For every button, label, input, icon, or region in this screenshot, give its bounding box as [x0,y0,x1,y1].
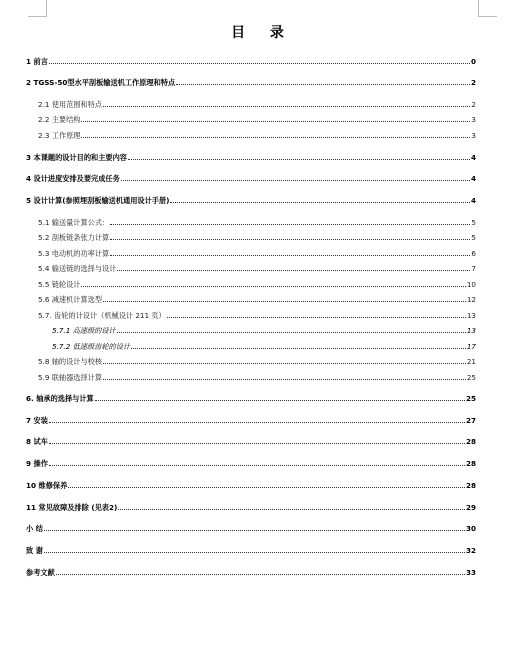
dot-leader [95,400,465,401]
dot-leader [49,63,470,64]
toc-entry[interactable] [26,78,476,87]
dot-leader [81,137,470,138]
dot-leader [103,379,466,380]
toc-entry-page: 5 [471,233,476,242]
toc-entry-page: 10 [466,280,476,289]
toc-entry-page: 21 [466,357,476,366]
toc-entry[interactable] [38,131,476,140]
toc-entry[interactable] [26,546,476,555]
dot-leader [118,509,465,510]
toc-entry-page: 28 [465,481,476,490]
toc-entry-page: 29 [465,503,476,512]
toc-entry-text: 5.3 电动机的功率计算 [38,249,110,258]
toc-entry-page: 6 [471,249,476,258]
toc-entry-text: 10 维修保养 [26,481,68,490]
toc-entry-text: 3 本课题的设计目的和主要内容 [26,153,127,162]
toc-entry-text: 7 安装 [26,416,48,425]
toc-entry-text: 5.8 轴的设计与校核 [38,357,103,366]
toc-entry-page: 17 [466,342,476,351]
toc-entry[interactable] [26,57,476,66]
dot-leader [110,239,470,240]
toc-entry-page: 12 [466,295,476,304]
toc-entry-page: 28 [465,437,476,446]
toc-title: 目 录 [231,25,294,41]
dot-leader [117,270,470,271]
toc-entry-page: 28 [465,459,476,468]
toc-entry[interactable] [26,437,476,446]
toc-entry-text: 5.7. 齿轮的计设计（机械设计 211 页） [38,311,166,320]
toc-entry[interactable] [38,373,476,382]
toc-entry-page: 4 [470,174,476,183]
toc-entry-text: 5.1 输送量计算公式： [38,218,110,227]
toc-entry-text: 2.1 使用范围和特点 [38,100,103,109]
toc-entry-text: 致 谢 [26,546,43,555]
toc-entry-text: 11 常见故障及排除 (见表2) [26,503,118,512]
toc-entry[interactable] [26,503,476,512]
toc-entry-text: 2.2 主要结构 [38,115,81,124]
toc-entry-page: 0 [470,57,476,66]
toc-entry-text: 参考文献 [26,568,55,577]
dot-leader [103,301,466,302]
toc-entry[interactable] [38,295,476,304]
toc-entry-text: 2 TGSS-50型水平刮板输送机工作原理和特点 [26,78,176,87]
dot-leader [68,487,465,488]
toc-entry[interactable] [26,174,476,183]
toc-entry-page: 30 [465,524,476,533]
toc-entry-text: 5.4 输送链的选择与设计 [38,264,117,273]
dot-leader [170,202,470,203]
toc-entry-text: 2.3 工作原理 [38,131,81,140]
dot-leader [110,224,470,225]
toc-entry[interactable] [52,326,476,335]
page-corner-mark-left [28,0,47,17]
toc-entry-text: 5.7.1 高速级的设计 [52,326,116,335]
toc-entry-text: 8 试车 [26,437,48,446]
toc-entry[interactable] [38,249,476,258]
dot-leader [49,443,465,444]
toc-entry-text: 1 前言 [26,57,48,66]
toc-entry-text: 5.5 链轮设计 [38,280,81,289]
toc-entry[interactable] [38,264,476,273]
toc-entry[interactable] [26,481,476,490]
toc-entry-page: 25 [465,394,476,403]
dot-leader [167,317,466,318]
dot-leader [131,348,466,349]
dot-leader [110,255,470,256]
toc-entry-page: 4 [470,153,476,162]
toc-entry[interactable] [26,196,476,205]
dot-leader [49,422,465,423]
toc-entry[interactable] [38,100,476,109]
dot-leader [56,574,465,575]
dot-leader [81,286,465,287]
toc-entry[interactable] [26,153,476,162]
toc-entry[interactable] [38,233,476,242]
toc-entry-text: 5.2 刮板链条张力计算 [38,233,110,242]
toc-entry[interactable] [38,115,476,124]
toc-entry-page: 25 [466,373,476,382]
dot-leader [103,106,470,107]
toc-entry-page: 4 [470,196,476,205]
toc-entry[interactable] [26,568,476,577]
dot-leader [176,84,470,85]
toc-entry[interactable] [38,218,476,227]
toc-entry-text: 9 操作 [26,459,48,468]
toc-entry[interactable] [38,357,476,366]
dot-leader [117,332,466,333]
toc-entry[interactable] [38,280,476,289]
dot-leader [128,159,470,160]
toc-entry-text: 4 设计进度安排及要完成任务 [26,174,120,183]
toc-entry-page: 3 [471,115,476,124]
toc-entry-page: 32 [465,546,476,555]
toc-entry-text: 小 结 [26,524,43,533]
toc-entry-text: 5.7.2 低速级齿轮的设计 [52,342,131,351]
page-corner-mark-right [478,0,497,17]
dot-leader [81,121,470,122]
toc-entry-page: 33 [465,568,476,577]
toc-entry-page: 2 [470,78,476,87]
toc-entry[interactable] [26,394,476,403]
toc-entry[interactable] [26,459,476,468]
toc-entry-text: 5.6 减速机计算选型 [38,295,103,304]
toc-entry-page: 3 [471,131,476,140]
dot-leader [103,363,466,364]
toc-entry-page: 7 [471,264,476,273]
toc-entry-page: 2 [471,100,476,109]
toc-entry-page: 5 [471,218,476,227]
toc-entry[interactable] [38,311,476,320]
toc-entry-text: 5.9 联轴器选择计算 [38,373,103,382]
toc-entry-page: 27 [465,416,476,425]
toc-entry-text: 6. 轴承的选择与计算 [26,394,94,403]
dot-leader [49,465,465,466]
toc-entry-page: 13 [466,311,476,320]
toc-entry[interactable] [26,416,476,425]
dot-leader [44,552,465,553]
toc-entry[interactable] [26,524,476,533]
toc-entry-text: 5 设计计算(参照埋刮板输送机通用设计手册) [26,196,170,205]
dot-leader [121,180,470,181]
toc-entry-page: 13 [466,326,476,335]
dot-leader [44,530,465,531]
toc-entry[interactable] [52,342,476,351]
